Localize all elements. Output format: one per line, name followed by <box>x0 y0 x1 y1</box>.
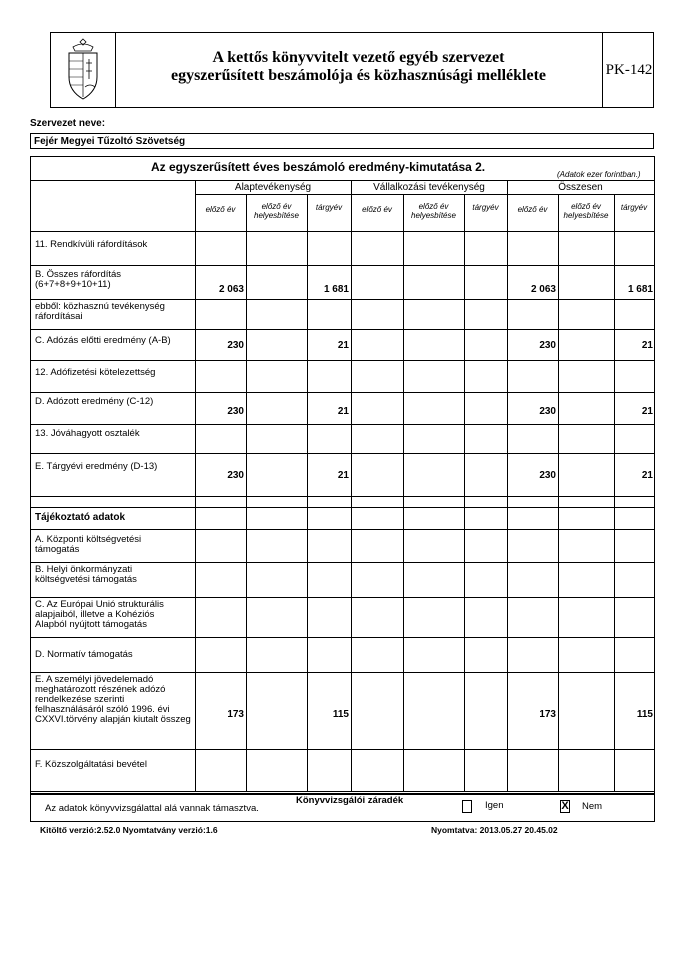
cell-value: 173 <box>539 709 556 720</box>
audit-yes-label: Igen <box>485 800 504 811</box>
organization-label: Szervezet neve: <box>30 118 106 129</box>
audit-title: Könyvvizsgálói záradék <box>296 795 404 806</box>
row-label: E. A személyi jövedelemadó meghatározott részének adózó rendelkezése szerinti felhasználásáról szóló 1996. évi CXXVI.törvény alapján kiutalt összeg <box>35 674 191 725</box>
subcol-curr: tárgyév <box>472 203 499 212</box>
row-label: F. Közszolgáltatási bevétel <box>35 759 147 770</box>
cell-value: 230 <box>539 340 556 351</box>
audit-no-checkbox[interactable]: X <box>561 800 569 812</box>
cell-value: 115 <box>636 709 653 720</box>
audit-statement: Az adatok könyvvizsgálattal alá vannak támasztva. <box>45 803 259 814</box>
organization-name-field: Fejér Megyei Tűzoltó Szövetség <box>30 133 654 149</box>
cell-value: 2 063 <box>218 284 244 295</box>
group-header-business: Vállalkozási tevékenység <box>373 182 485 193</box>
income-statement-table <box>30 156 655 794</box>
subcol-prev: előző év <box>205 205 236 214</box>
cell-value: 1 681 <box>627 284 653 295</box>
row-label: 12. Adófizetési kötelezettség <box>35 367 156 378</box>
subcol-adj: előző év helyesbítése <box>254 202 299 220</box>
cell-value: 230 <box>227 470 244 481</box>
row-label: 13. Jóváhagyott osztalék <box>35 428 140 439</box>
cell-value: 21 <box>337 470 349 481</box>
print-timestamp: Nyomtatva: 2013.05.27 20.45.02 <box>431 825 558 835</box>
cell-value: 173 <box>227 709 244 720</box>
cell-value: 21 <box>641 406 653 417</box>
subcol-curr: tárgyév <box>620 203 648 212</box>
row-label: C. Adózás előtti eredmény (A-B) <box>35 335 171 346</box>
group-header-total: Összesen <box>558 182 603 193</box>
info-section-title: Tájékoztató adatok <box>35 512 126 523</box>
group-header-core: Alaptevékenység <box>234 182 312 193</box>
version-info: Kitöltő verzió:2.52.0 Nyomtatvány verzió:1.6 <box>40 825 218 835</box>
cell-value: 21 <box>641 470 653 481</box>
form-header <box>50 32 654 108</box>
audit-no-label: Nem <box>582 801 603 812</box>
row-label: D. Normatív támogatás <box>35 649 133 660</box>
form-code: PK-142 <box>602 33 655 107</box>
row-label: 11. Rendkívüli ráfordítások <box>35 239 148 250</box>
unit-note: (Adatok ezer forintban.) <box>557 170 641 179</box>
form-title-line1: A kettős könyvvitelt vezető egyéb szervezet <box>212 49 505 66</box>
audit-yes-checkbox[interactable] <box>462 800 472 813</box>
cell-value: 2 063 <box>530 284 556 295</box>
cell-value: 21 <box>641 340 653 351</box>
subcol-adj: előző év helyesbítése <box>411 202 456 220</box>
row-label: E. Tárgyévi eredmény (D-13) <box>35 461 158 472</box>
subcol-prev: előző év <box>517 205 548 214</box>
table-title: Az egyszerűsített éves beszámoló eredmény-kimutatása 2. <box>151 160 486 174</box>
subcol-prev: előző év <box>362 205 392 214</box>
row-label: B. Összes ráfordítás (6+7+8+9+10+11) <box>35 269 122 290</box>
subcol-adj: előző év helyesbítése <box>563 202 609 220</box>
cell-value: 21 <box>337 340 349 351</box>
row-label: ebből: közhasznú tevékenység ráfordításai <box>35 301 165 322</box>
audit-clause-box <box>30 794 655 822</box>
coat-of-arms-icon <box>51 33 116 107</box>
cell-value: 230 <box>539 406 556 417</box>
row-label: C. Az Európai Unió strukturális alapjaiból, illetve a Kohéziós Alapból nyújtott támogatás <box>35 599 164 630</box>
cell-value: 230 <box>227 340 244 351</box>
row-label: D. Adózott eredmény (C-12) <box>35 396 154 407</box>
form-title-line2: egyszerűsített beszámolója és közhasznúsági melléklete <box>170 67 547 84</box>
cell-value: 230 <box>227 406 244 417</box>
cell-value: 1 681 <box>323 284 349 295</box>
cell-value: 230 <box>539 470 556 481</box>
row-label: B. Helyi önkormányzati költségvetési támogatás <box>35 564 137 585</box>
cell-value: 115 <box>332 709 349 720</box>
form-title <box>115 33 602 107</box>
subcol-curr: tárgyév <box>315 203 343 212</box>
cell-value: 21 <box>337 406 349 417</box>
row-label: A. Központi költségvetési támogatás <box>35 534 142 555</box>
